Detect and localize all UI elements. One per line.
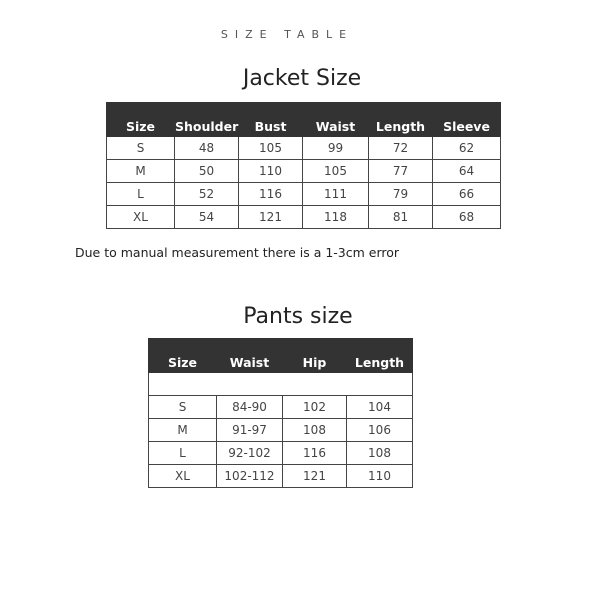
table-cell: 110 bbox=[239, 160, 303, 183]
table-row bbox=[107, 183, 501, 206]
table-cell: M bbox=[107, 160, 175, 183]
jacket-size-table bbox=[106, 102, 501, 229]
jacket-col-waist: Waist bbox=[303, 103, 369, 137]
jacket-size-title: Jacket Size bbox=[242, 66, 362, 91]
table-cell: L bbox=[107, 183, 175, 206]
table-cell: L bbox=[149, 442, 217, 465]
table-cell: 102-112 bbox=[217, 465, 283, 488]
table-row bbox=[107, 137, 501, 160]
table-cell: 62 bbox=[433, 137, 501, 160]
table-row bbox=[107, 206, 501, 229]
pants-blank-row bbox=[149, 373, 413, 396]
table-cell: 66 bbox=[433, 183, 501, 206]
table-cell: 50 bbox=[175, 160, 239, 183]
table-cell: 116 bbox=[283, 442, 347, 465]
table-row bbox=[149, 442, 413, 465]
pants-col-waist: Waist bbox=[217, 339, 283, 373]
pants-header-row bbox=[149, 339, 413, 373]
jacket-col-sleeve: Sleeve bbox=[433, 103, 501, 137]
table-cell: 77 bbox=[369, 160, 433, 183]
pants-col-size: Size bbox=[149, 339, 217, 373]
table-cell: 79 bbox=[369, 183, 433, 206]
table-cell: 116 bbox=[239, 183, 303, 206]
table-cell: 52 bbox=[175, 183, 239, 206]
jacket-col-size: Size bbox=[107, 103, 175, 137]
pants-col-hip: Hip bbox=[283, 339, 347, 373]
measurement-note: Due to manual measurement there is a 1-3cm error bbox=[75, 245, 400, 260]
table-cell: 81 bbox=[369, 206, 433, 229]
jacket-col-bust: Bust bbox=[239, 103, 303, 137]
jacket-header-row bbox=[107, 103, 501, 137]
table-row bbox=[149, 465, 413, 488]
table-cell: 111 bbox=[303, 183, 369, 206]
table-cell: XL bbox=[149, 465, 217, 488]
table-cell: XL bbox=[107, 206, 175, 229]
table-cell: 99 bbox=[303, 137, 369, 160]
table-cell: 108 bbox=[283, 419, 347, 442]
table-cell: 54 bbox=[175, 206, 239, 229]
table-cell: 72 bbox=[369, 137, 433, 160]
table-cell: 91-97 bbox=[217, 419, 283, 442]
table-cell: 104 bbox=[347, 396, 413, 419]
table-cell: M bbox=[149, 419, 217, 442]
table-cell: 105 bbox=[303, 160, 369, 183]
table-cell: S bbox=[149, 396, 217, 419]
table-cell: 118 bbox=[303, 206, 369, 229]
table-cell: 102 bbox=[283, 396, 347, 419]
table-row bbox=[149, 396, 413, 419]
table-cell: 106 bbox=[347, 419, 413, 442]
table-cell: 48 bbox=[175, 137, 239, 160]
size-table-heading: SIZE TABLE bbox=[220, 28, 354, 41]
pants-size-table bbox=[148, 338, 413, 488]
jacket-col-shoulder: Shoulder bbox=[175, 103, 239, 137]
pants-col-length: Length bbox=[347, 339, 413, 373]
table-cell: 84-90 bbox=[217, 396, 283, 419]
table-row bbox=[107, 160, 501, 183]
table-row bbox=[149, 419, 413, 442]
table-cell: 121 bbox=[283, 465, 347, 488]
pants-size-title: Pants size bbox=[243, 304, 353, 329]
table-cell: S bbox=[107, 137, 175, 160]
table-cell: 121 bbox=[239, 206, 303, 229]
blank-cell bbox=[149, 373, 413, 396]
table-cell: 110 bbox=[347, 465, 413, 488]
table-cell: 105 bbox=[239, 137, 303, 160]
jacket-col-length: Length bbox=[369, 103, 433, 137]
table-cell: 68 bbox=[433, 206, 501, 229]
table-cell: 64 bbox=[433, 160, 501, 183]
table-cell: 92-102 bbox=[217, 442, 283, 465]
table-cell: 108 bbox=[347, 442, 413, 465]
